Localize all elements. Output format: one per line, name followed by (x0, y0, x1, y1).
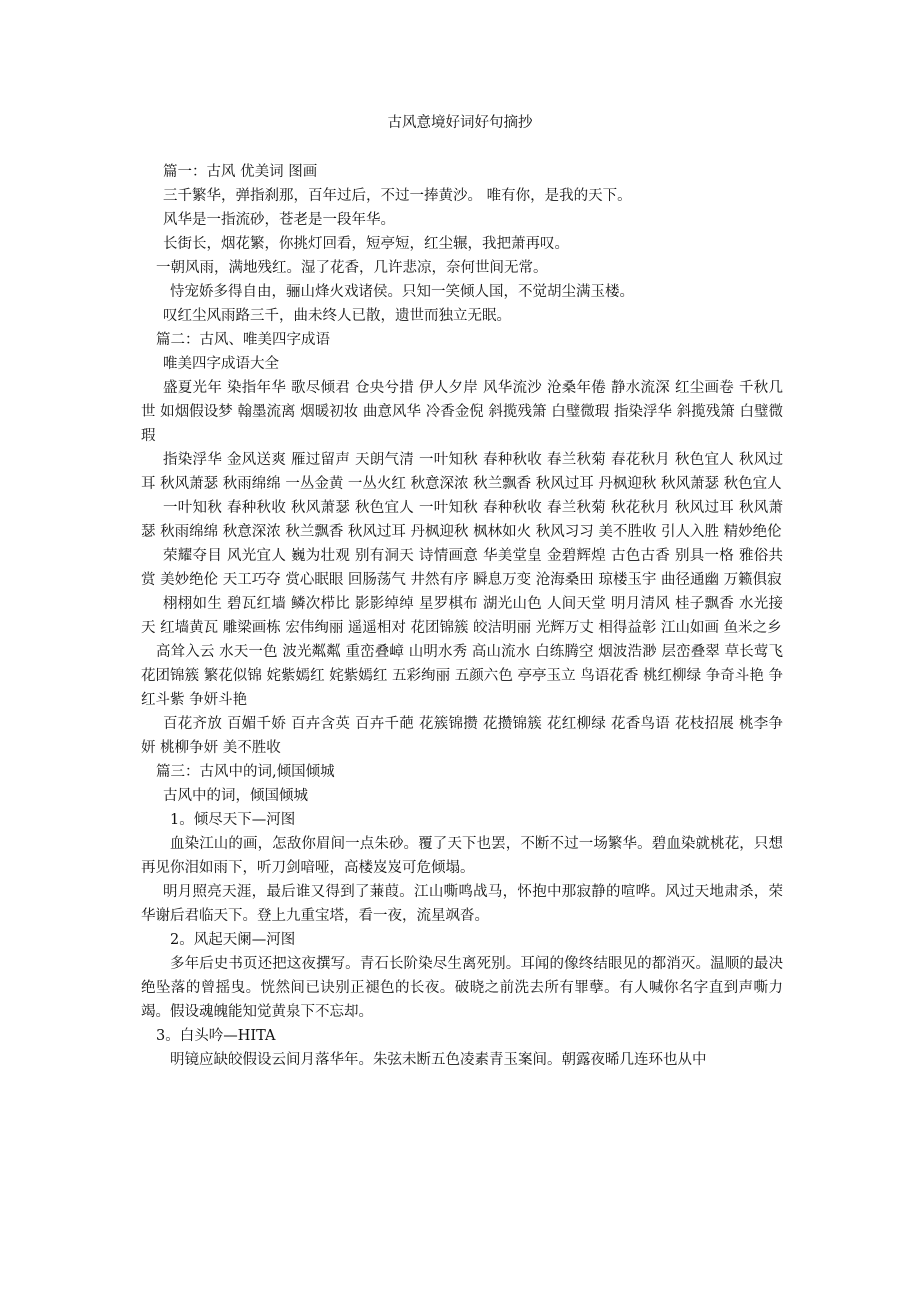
paragraph: 百花齐放 百媚千娇 百卉含英 百卉千葩 花簇锦攒 花攒锦簇 花红柳绿 花香鸟语 花枝招展 桃李争妍 桃柳争妍 美不胜收 (141, 716, 783, 756)
paragraph: 3。白头吟—HITA (156, 1028, 276, 1044)
paragraph: 篇一：古风 优美词 图画 (163, 164, 318, 180)
paragraph: 血染江山的画，怎敌你眉间一点朱砂。覆了天下也罢，不断不过一场繁华。碧血染就桃花，只想再见你泪如雨下，听刀剑喑哑，高楼岌岌可危倾塌。 (141, 836, 783, 876)
document-title: 古风意境好词好句摘抄 (387, 115, 533, 131)
paragraph: 恃宠娇多得自由，骊山烽火戏诸侯。只知一笑倾人国，不觉胡尘满玉楼。 (170, 284, 634, 300)
document-body (141, 160, 783, 1072)
paragraph: 1。倾尽天下—河图 (170, 812, 296, 828)
paragraph: 篇三：古风中的词,倾国倾城 (156, 764, 335, 780)
paragraph: 古风中的词，倾国倾城 (163, 788, 308, 804)
paragraph: 篇二：古风、唯美四字成语 (156, 332, 330, 348)
paragraph: 明月照亮天涯，最后谁又得到了蒹葭。江山嘶鸣战马，怀抱中那寂静的喧哗。风过天地肃杀，荣华谢后君临天下。登上九重宝塔，看一夜，流星飒沓。 (141, 884, 783, 924)
paragraph: 高耸入云 水天一色 波光粼粼 重峦叠嶂 山明水秀 高山流水 白练腾空 烟波浩渺 层峦叠翠 草长莺飞 花团锦簇 繁花似锦 姹紫嫣红 姹紫嫣红 五彩绚丽 五颜六色 亭亭玉立 鸟语花香 桃红柳绿 争奇斗艳 争红斗紫 争妍斗艳 (141, 644, 783, 708)
paragraph: 2。风起天阑—河图 (170, 932, 296, 948)
paragraph: 栩栩如生 碧瓦红墙 鳞次栉比 影影绰绰 星罗棋布 湖光山色 人间天堂 明月清风 桂子飘香 水光接天 红墙黄瓦 雕梁画栋 宏伟绚丽 遥遥相对 花团锦簇 皎洁明丽 光辉万丈 相得益彰 江山如画 鱼米之乡 (141, 596, 783, 636)
paragraph: 长街长，烟花繁，你挑灯回看，短亭短，红尘辗，我把萧再叹。 (163, 236, 569, 252)
paragraph: 一朝风雨，满地残红。湿了花香，几许悲凉，奈何世间无常。 (156, 260, 548, 276)
paragraph: 明镜应缺皎假设云间月落华年。朱弦未断五色凌素青玉案间。朝露夜晞几连环也从中 (170, 1052, 707, 1068)
paragraph: 风华是一指流砂，苍老是一段年华。 (163, 212, 395, 228)
paragraph: 唯美四字成语大全 (163, 356, 279, 372)
paragraph: 指染浮华 金风送爽 雁过留声 天朗气清 一叶知秋 春种秋收 春兰秋菊 春花秋月 秋色宜人 秋风过耳 秋风萧瑟 秋雨绵绵 一丛金黄 一丛火红 秋意深浓 秋兰飘香 秋风过耳 丹枫迎秋 秋风萧瑟 秋色宜人 (141, 452, 783, 492)
paragraph: 叹红尘风雨路三千，曲未终人已散，遗世而独立无眠。 (163, 308, 511, 324)
paragraph: 一叶知秋 春种秋收 秋风萧瑟 秋色宜人 一叶知秋 春种秋收 春兰秋菊 秋花秋月 秋风过耳 秋风萧瑟 秋雨绵绵 秋意深浓 秋兰飘香 秋风过耳 丹枫迎秋 枫林如火 秋风习习 美不胜收 引人入胜 精妙绝伦 (141, 500, 783, 540)
paragraph: 盛夏光年 染指年华 歌尽倾君 仓央兮措 伊人夕岸 风华流沙 沧桑年倦 静水流深 红尘画卷 千秋几世 如烟假设梦 翰墨流离 烟暖初妆 曲意风华 冷香金倪 斜揽残箫 白璧微瑕 指染浮华 斜揽残箫 白璧微瑕 (141, 380, 783, 444)
paragraph: 三千繁华，弹指刹那，百年过后，不过一捧黄沙。 唯有你，是我的天下。 (163, 188, 632, 204)
paragraph: 多年后史书页还把这夜撰写。青石长阶染尽生离死别。耳闻的像终结眼见的都消灭。温顺的最决绝坠落的曾摇曳。恍然间已诀别正褪色的长夜。破晓之前洗去所有罪孽。有人喊你名字直到声嘶力竭。假设魂魄能知觉黄泉下不忘却。 (141, 956, 783, 1020)
paragraph: 荣耀夺目 风光宜人 巍为壮观 别有洞天 诗情画意 华美堂皇 金碧辉煌 古色古香 别具一格 雅俗共赏 美妙绝伦 天工巧夺 赏心眠眼 回肠荡气 井然有序 瞬息万变 沧海桑田 琼楼玉宇 曲径通幽 万籁俱寂 (141, 548, 783, 588)
